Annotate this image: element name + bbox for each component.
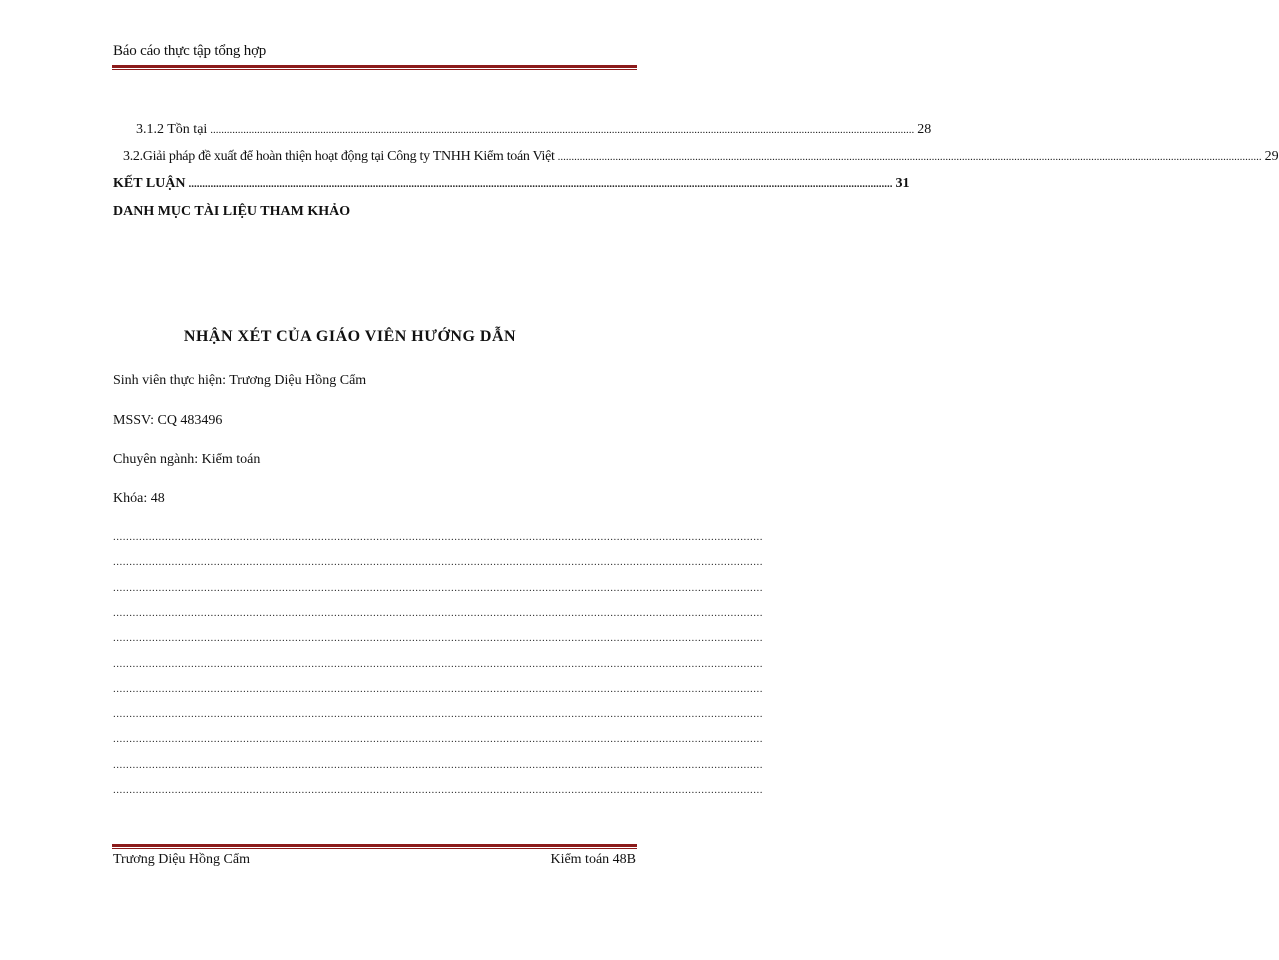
evaluation-section-title: NHẬN XÉT CỦA GIÁO VIÊN HƯỚNG DẪN	[183, 328, 517, 345]
toc-entry[interactable]	[123, 149, 1279, 165]
comment-dotted-line[interactable]: ........................................................................................................................................................................................................	[113, 758, 763, 771]
toc-entry-page: 28	[917, 122, 932, 137]
toc-leader	[210, 124, 914, 136]
toc-leader	[188, 178, 892, 190]
comment-dotted-line[interactable]: ........................................................................................................................................................................................................	[113, 606, 763, 619]
toc-entry[interactable]	[136, 122, 932, 138]
comment-dotted-line[interactable]: ........................................................................................................................................................................................................	[113, 733, 763, 746]
comment-dotted-line[interactable]: ........................................................................................................................................................................................................	[113, 708, 763, 721]
page-header-title: Báo cáo thực tập tổng hợp	[113, 43, 267, 59]
comment-dotted-line[interactable]: ........................................................................................................................................................................................................	[113, 682, 763, 695]
course-line: Khóa: 48	[113, 491, 165, 506]
toc-entry-label: 3.2.Giải pháp đề xuất để hoàn thiện hoạt động tại Công ty TNHH Kiểm toán Việt	[123, 149, 555, 164]
footer-class: Kiểm toán 48B	[550, 852, 636, 867]
toc-entry-page: 29	[1264, 149, 1279, 164]
header-divider	[112, 65, 637, 70]
footer-divider	[112, 844, 637, 849]
toc-entry[interactable]	[113, 204, 350, 220]
comment-dotted-line[interactable]: ........................................................................................................................................................................................................	[113, 531, 763, 543]
toc-entry-label: KẾT LUẬN	[113, 176, 186, 191]
comment-dotted-line[interactable]: ........................................................................................................................................................................................................	[113, 632, 763, 645]
student-name-line: Sinh viên thực hiện: Trương Diệu Hồng Cẩm	[113, 373, 367, 388]
comment-dotted-line[interactable]: ........................................................................................................................................................................................................	[113, 556, 763, 569]
comment-dotted-line[interactable]: ........................................................................................................................................................................................................	[113, 784, 763, 796]
toc-leader	[558, 151, 1262, 163]
footer-author: Trương Diệu Hồng Cẩm	[113, 852, 250, 867]
toc-entry-label: DANH MỤC TÀI LIỆU THAM KHẢO	[113, 204, 351, 219]
major-line: Chuyên ngành: Kiểm toán	[113, 452, 261, 467]
toc-entry[interactable]	[113, 176, 910, 192]
comment-dotted-line[interactable]: ........................................................................................................................................................................................................	[113, 581, 763, 594]
comment-dotted-line[interactable]: ........................................................................................................................................................................................................	[113, 657, 763, 670]
toc-entry-page: 31	[895, 176, 910, 191]
toc-entry-label: 3.1.2 Tồn tại	[136, 122, 208, 137]
student-id-line: MSSV: CQ 483496	[113, 413, 223, 428]
